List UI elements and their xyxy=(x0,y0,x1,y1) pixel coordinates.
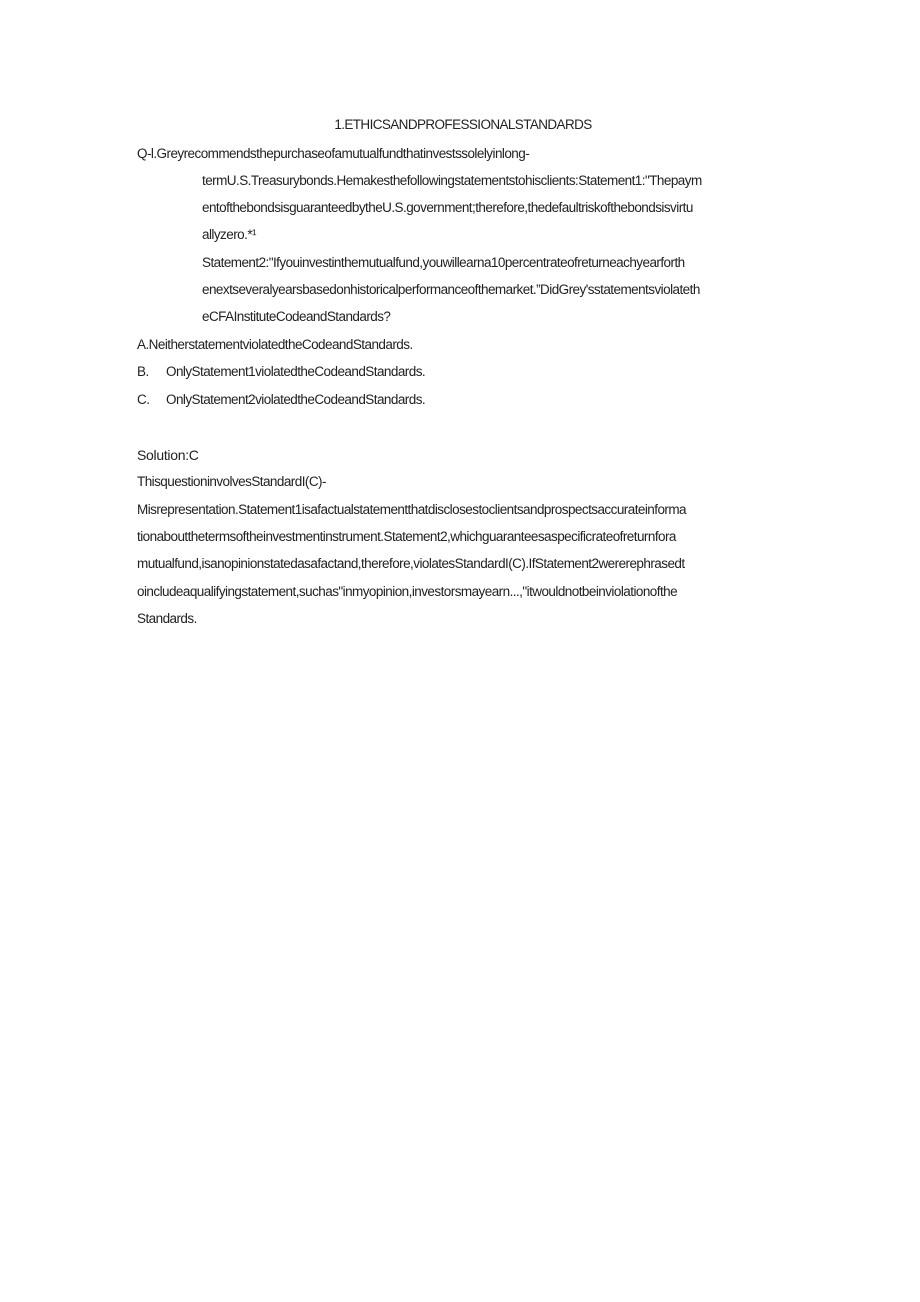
solution-line: tionaboutthetermsoftheinvestmentinstrument.Statement2,whichguaranteesaspecificrateofreturnfora xyxy=(137,529,676,544)
question-line: termU.S.Treasurybonds.Hemakesthefollowingstatementstohisclients:Statement1:"Thepaym xyxy=(202,173,702,188)
option-letter: B. xyxy=(137,364,149,379)
question-line: enextseveralyearsbasedonhistoricalperformanceofthemarket.”DidGrey'sstatementsviolateth xyxy=(202,282,700,297)
question-line: eCFAInstituteCodeandStandards? xyxy=(202,309,391,324)
answer-option-c xyxy=(137,391,425,409)
question-line: Statement2:"Ifyouinvestinthemutualfund,youwillearna10percentrateofreturneachyearforth xyxy=(202,255,685,270)
option-text: OnlyStatement2violatedtheCodeandStandards. xyxy=(166,392,426,407)
option-letter: C. xyxy=(137,392,150,407)
question-line: allyzero.*¹ xyxy=(202,227,256,242)
option-text: OnlyStatement1violatedtheCodeandStandards. xyxy=(166,364,426,379)
solution-line: Standards. xyxy=(137,611,197,626)
option-text: A.NeitherstatementviolatedtheCodeandStandards. xyxy=(137,337,413,352)
solution-line: ThisquestioninvolvesStandardI(C)- xyxy=(137,474,326,489)
question-line: Q-l.Greyrecommendsthepurchaseofamutualfundthatinvestssolelyinlong- xyxy=(137,146,530,161)
solution-line: mutualfund,isanopinionstatedasafactand,therefore,violatesStandardI(C).IfStatement2wererephrasedt xyxy=(137,556,685,571)
solution-heading: Solution:C xyxy=(137,447,199,463)
section-title: 1.ETHICSANDPROFESSIONALSTANDARDS xyxy=(334,117,592,132)
answer-option-b xyxy=(137,363,425,381)
answer-option-a xyxy=(137,336,413,354)
question-line: entofthebondsisguaranteedbytheU.S.government;therefore,thedefaultriskofthebondsisvirtu xyxy=(202,200,693,215)
solution-line: Misrepresentation.Statement1isafactualstatementthatdisclosestoclientsandprospectsaccurateinforma xyxy=(137,502,687,517)
solution-line: oincludeaqualifyingstatement,suchas"inmyopinion,investorsmayearn...,"itwouldnotbeinviolationofthe xyxy=(137,584,678,599)
